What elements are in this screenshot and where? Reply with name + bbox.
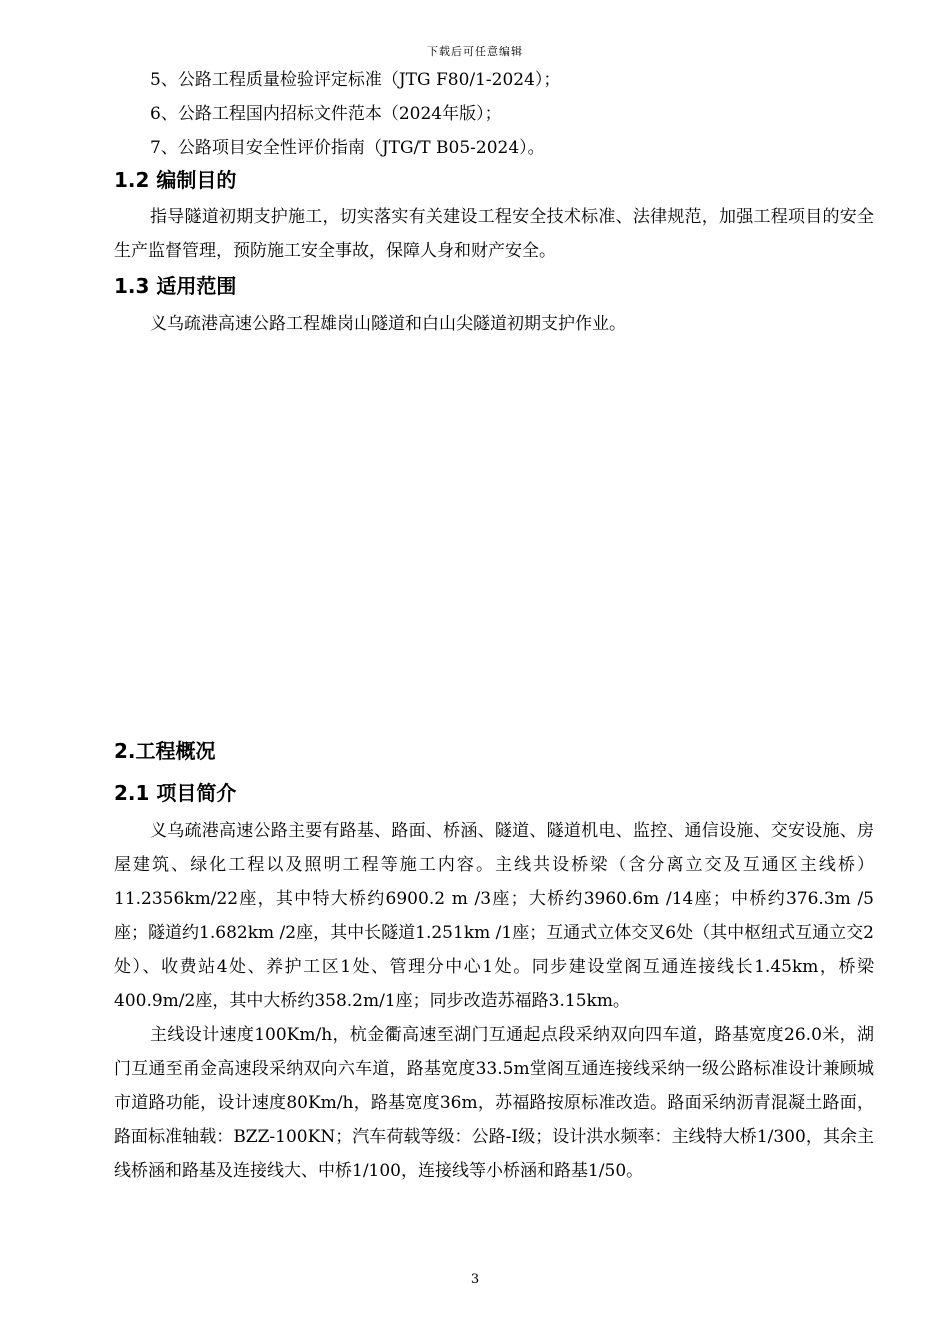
section-1-2-body <box>114 200 874 268</box>
section-1-3 <box>114 272 874 300</box>
page-number: 3 <box>470 1272 480 1287</box>
reference-item: 6、公路工程国内招标文件范本（2024年版）； <box>150 104 502 124</box>
section-heading: 2.工程概况 <box>114 739 216 763</box>
section-heading: 1.2 编制目的 <box>114 168 237 192</box>
paragraph: 指导隧道初期支护施工，切实落实有关建设工程安全技术标准、法律规范，加强工程项目的安全生产监督管理，预防施工安全事故，保障人身和财产安全。 <box>114 207 874 261</box>
section-2 <box>114 737 874 765</box>
reference-list <box>114 63 874 165</box>
section-1-3-body <box>114 307 874 341</box>
reference-item: 5、公路工程质量检验评定标准（JTG F80/1-2024）； <box>150 70 561 90</box>
paragraph: 义乌疏港高速公路主要有路基、路面、桥涵、隧道、隧道机电、监控、通信设施、交安设施、房屋建筑、绿化工程以及照明工程等施工内容。主线共设桥梁（含分离立交及互通区主线桥）11.2356km/22座，其中特大桥约6900.2 m /3座；大桥约3960.6m /14座；中桥约376.3m /5座；隧道约1.682km /2座，其中长隧道1.251km /1座；互通式立体交叉6处（其中枢纽式互通立交2处）、收费站4处、养护工区1处、管理分中心1处。同步建设堂阁互通连接线长1.45km，桥梁400.9m/2座，其中大桥约358.2m/1座；同步改造苏福路3.15km。 <box>114 821 874 1011</box>
section-heading: 2.1 项目简介 <box>114 781 237 805</box>
section-2-1-body <box>114 814 874 1188</box>
paragraph: 义乌疏港高速公路工程雄岗山隧道和白山尖隧道初期支护作业。 <box>150 314 626 334</box>
section-heading: 1.3 适用范围 <box>114 274 237 298</box>
paragraph: 主线设计速度100Km/h，杭金衢高速至湖门互通起点段采纳双向四车道，路基宽度26.0米，湖门互通至甬金高速段采纳双向六车道，路基宽度33.5m堂阁互通连接线采纳一级公路标准设计兼顾城市道路功能，设计速度80Km/h，路基宽度36m，苏福路按原标准改造。路面采纳沥青混凝土路面，路面标准轴载：BZZ-100KN；汽车荷载等级：公路-Ⅰ级；设计洪水频率：主线特大桥1/300，其余主线桥涵和路基及连接线大、中桥1/100，连接线等小桥涵和路基1/50。 <box>114 1025 874 1181</box>
header-note: 下载后可任意编辑 <box>427 45 523 58</box>
section-2-1 <box>114 779 874 807</box>
section-1-2 <box>114 166 874 194</box>
reference-item: 7、公路项目安全性评价指南（JTG/T B05-2024）。 <box>150 138 545 158</box>
